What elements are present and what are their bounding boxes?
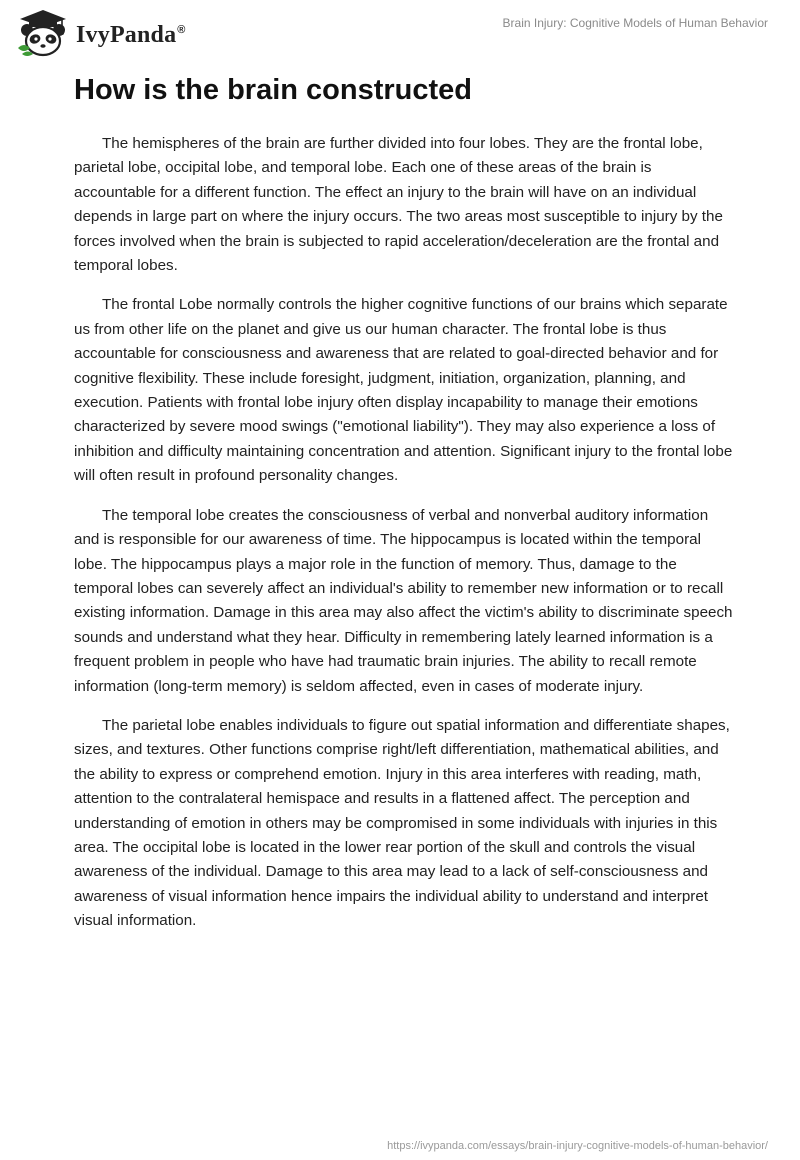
source-url-link[interactable]: https://ivypanda.com/essays/brain-injury-cognitive-models-of-human-behavior/ <box>387 1140 768 1152</box>
section-heading: How is the brain constructed <box>74 74 472 106</box>
ivypanda-logo[interactable] <box>14 8 186 58</box>
paragraph: The parietal lobe enables individuals to figure out spatial information and differentiate shapes, sizes, and textures. Other functions comprise right/left differentiation, mathematical abilities, and the ability to express or comprehend emotion. Injury in this area interferes with reading, math, attention to the contralateral hemispace and results in a flattened affect. The perception and understanding of emotion in others may be compromised in some individuals with injuries in this area. The occipital lobe is located in the lower rear portion of the skull and controls the visual awareness of the individual. Damage to this area may lead to a lack of self-consciousness and awareness of visual information hence impairs the individual ability to understand and interpret visual information. <box>74 716 730 930</box>
essay-body <box>74 132 734 949</box>
running-title: Brain Injury: Cognitive Models of Human Behavior <box>502 16 768 30</box>
registered-mark: ® <box>177 23 186 36</box>
page-header <box>0 0 800 70</box>
panda-graduate-icon <box>14 8 72 58</box>
paragraph: The hemispheres of the brain are further divided into four lobes. They are the frontal lobe, parietal lobe, occipital lobe, and temporal lobe. Each one of these areas of the brain is accountable for a different function. The effect an injury to the brain will have on an individual depends in large part on where the injury occurs. The two areas most susceptible to injury by the forces involved when the brain is subjected to rapid acceleration/deceleration are the frontal and temporal lobes. <box>74 135 723 275</box>
paragraph: The frontal Lobe normally controls the higher cognitive functions of our brains which separate us from other life on the planet and give us our human character. The frontal lobe is thus accountable for consciousness and awareness that are related to goal-directed behavior and for cognitive flexibility. These include foresight, judgment, initiation, organization, planning, and execution. Patients with frontal lobe injury often display incapability to manage their emotions characterized by severe mood swings ("emotional liability"). They may also experience a loss of inhibition and difficulty maintaining concentration and attention. Significant injury to the frontal lobe will often result in profound personality changes. <box>74 296 733 485</box>
logo-wordmark: IvyPanda® <box>76 21 186 48</box>
paragraph: The temporal lobe creates the consciousness of verbal and nonverbal auditory information and is responsible for our awareness of time. The hippocampus is located within the temporal lobe. The hippocampus plays a major role in the function of memory. Thus, damage to the temporal lobes can severely affect an individual's ability to remember new information or to recall existing information. Damage in this area may also affect the victim's ability to discriminate speech sounds and understand what they hear. Difficulty in remembering lately learned information is a frequent problem in people who have had traumatic brain injuries. The ability to recall remote information (long-term memory) is seldom affected, even in cases of moderate injury. <box>74 506 733 695</box>
